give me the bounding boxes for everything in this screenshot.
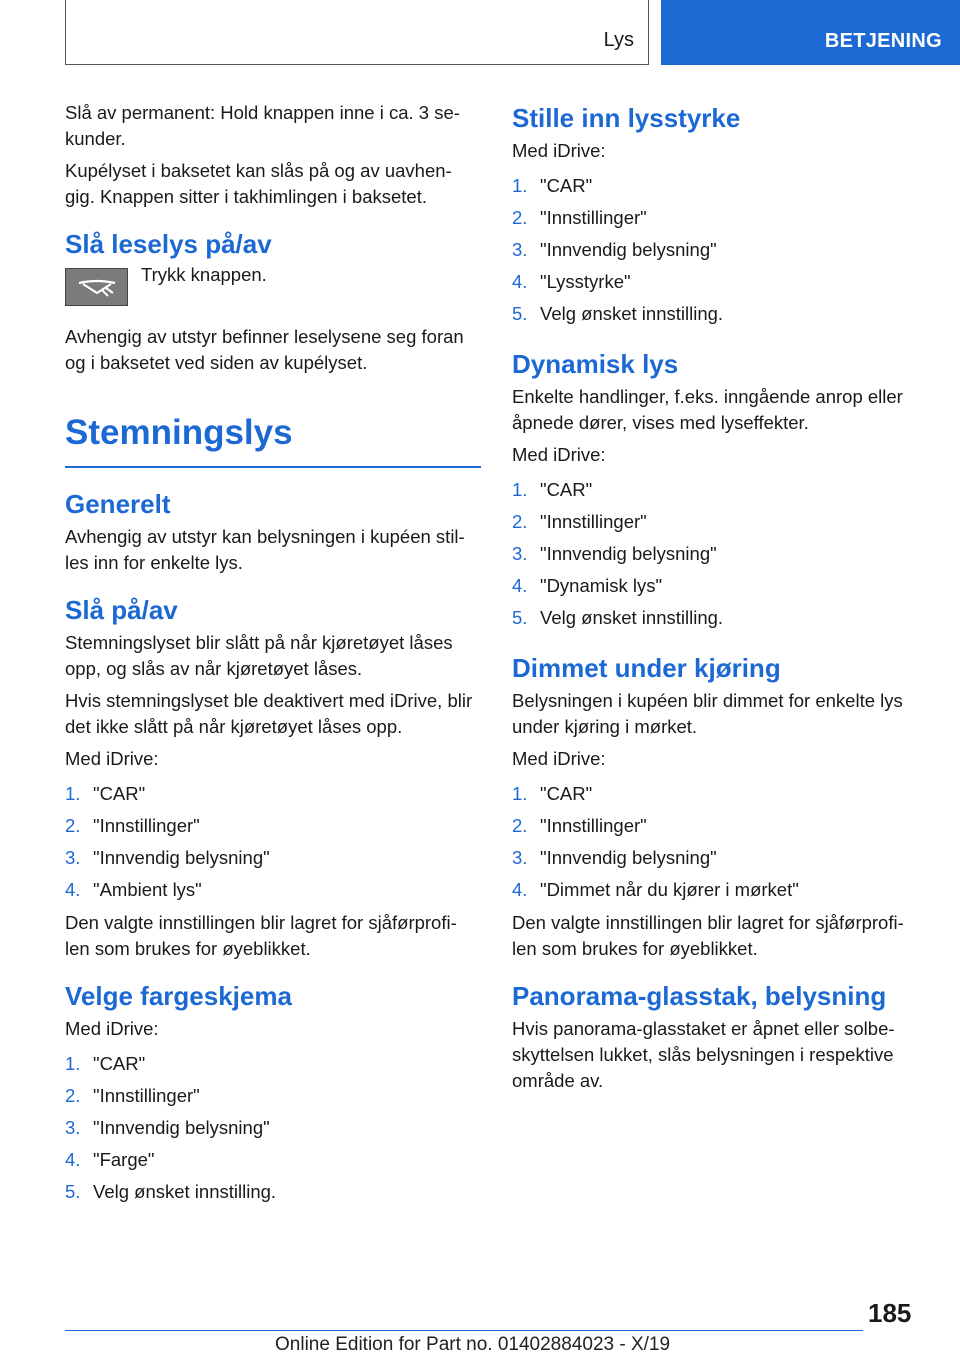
list-item: 2. "Innstillinger" — [65, 815, 200, 836]
list-item: 4. "Lysstyrke" — [512, 271, 631, 292]
list-item: 2. "Innstillinger" — [512, 511, 647, 532]
heading-brightness: Stille inn lysstyrke — [512, 103, 741, 133]
paragraph-reading-light-location: Avhengig av utstyr befinner leselysene seg foran og i baksetet ved siden av kupélyset. — [65, 326, 464, 373]
steps-list-color — [65, 1048, 481, 1208]
reading-light-text: Trykk knappen. — [141, 264, 267, 285]
list-item: 3. "Innvendig belysning" — [512, 543, 717, 564]
paragraph-general: Avhengig av utstyr kan belysningen i kupéen stil‐ les inn for enkelte lys. — [65, 526, 465, 573]
paragraph-panorama: Hvis panorama-glasstaket er åpnet eller solbe‐ skyttelsen lukket, slås belysningen i respektive område av. — [512, 1018, 895, 1091]
list-item: 4. "Dimmet når du kjører i mørket" — [512, 879, 799, 900]
paragraph-saved-2: Den valgte innstillingen blir lagret for sjåførprofi‐ len som brukes for øyeblikket. — [512, 912, 904, 959]
paragraph-idrive-5: Med iDrive: — [512, 748, 606, 769]
paragraph-idrive-2: Med iDrive: — [65, 1018, 159, 1039]
list-item: 2. "Innstillinger" — [512, 815, 647, 836]
paragraph-on-off-1: Stemningslyset blir slått på når kjøretøyet låses opp, og slås av når kjøretøyet låses. — [65, 632, 453, 679]
steps-list-ambient — [65, 778, 481, 906]
header-section-box — [65, 0, 649, 65]
list-item: 5. Velg ønsket innstilling. — [512, 303, 724, 324]
list-item: 5. Velg ønsket innstilling. — [512, 607, 724, 628]
list-item: 1. "CAR" — [65, 783, 146, 804]
list-item: 4. "Farge" — [65, 1149, 155, 1170]
heading-panorama-roof: Panorama-glasstak, belysning — [512, 981, 887, 1011]
paragraph-rear-light: Kupélyset i baksetet kan slås på og av uavhen‐ gig. Knappen sitter i takhimlingen i baksetet. — [65, 160, 452, 207]
footer-divider — [65, 1330, 863, 1331]
list-item: 3. "Innvendig belysning" — [65, 1117, 270, 1138]
list-item: 1. "CAR" — [512, 175, 593, 196]
paragraph-idrive-1: Med iDrive: — [65, 748, 159, 769]
reading-light-icon — [65, 268, 128, 306]
header-chapter-box — [661, 0, 960, 65]
list-item: 4. "Ambient lys" — [65, 879, 202, 900]
list-item: 5. Velg ønsket innstilling. — [65, 1181, 277, 1202]
reading-light-instruction — [65, 264, 481, 306]
heading-dynamic-light: Dynamisk lys — [512, 349, 679, 379]
heading-general: Generelt — [65, 489, 171, 519]
chapter-heading-ambient: Stemningslys — [65, 412, 481, 468]
list-item: 1. "CAR" — [512, 783, 593, 804]
header-chapter-title: BETJENING — [824, 30, 942, 52]
paragraph-dimmed: Belysningen i kupéen blir dimmet for enkelte lys under kjøring i mørket. — [512, 690, 903, 737]
paragraph-saved-1: Den valgte innstillingen blir lagret for sjåførprofi‐ len som brukes for øyeblikket. — [65, 912, 457, 959]
heading-reading-light: Slå leselys på/av — [65, 229, 272, 259]
heading-color-scheme: Velge fargeskjema — [65, 981, 292, 1011]
list-item: 1. "CAR" — [512, 479, 593, 500]
list-item: 1. "CAR" — [65, 1053, 146, 1074]
steps-list-dynamic — [512, 474, 922, 634]
header-section-title: Lys — [603, 29, 634, 51]
page-number: 185 — [868, 1298, 912, 1328]
paragraph-permanent-off: Slå av permanent: Hold knappen inne i ca. 3 se‐ kunder. — [65, 102, 460, 149]
paragraph-idrive-4: Med iDrive: — [512, 444, 606, 465]
right-column — [512, 102, 922, 1100]
heading-on-off: Slå på/av — [65, 595, 178, 625]
left-column — [65, 100, 481, 1212]
list-item: 4. "Dynamisk lys" — [512, 575, 663, 596]
list-item: 3. "Innvendig belysning" — [512, 239, 717, 260]
paragraph-dynamic-light: Enkelte handlinger, f.eks. inngående anrop eller åpnede dører, vises med lyseffekter. — [512, 386, 903, 433]
paragraph-on-off-2: Hvis stemningslyset ble deaktivert med iDrive, blir det ikke slått på når kjøretøyet låses opp. — [65, 690, 473, 737]
steps-list-dimmed — [512, 778, 922, 906]
list-item: 3. "Innvendig belysning" — [65, 847, 270, 868]
list-item: 3. "Innvendig belysning" — [512, 847, 717, 868]
steps-list-brightness — [512, 170, 922, 330]
heading-dimmed-driving: Dimmet under kjøring — [512, 653, 781, 683]
footer-edition-text: Online Edition for Part no. 01402884023 - X/19 — [275, 1334, 671, 1355]
paragraph-idrive-3: Med iDrive: — [512, 140, 606, 161]
list-item: 2. "Innstillinger" — [65, 1085, 200, 1106]
list-item: 2. "Innstillinger" — [512, 207, 647, 228]
